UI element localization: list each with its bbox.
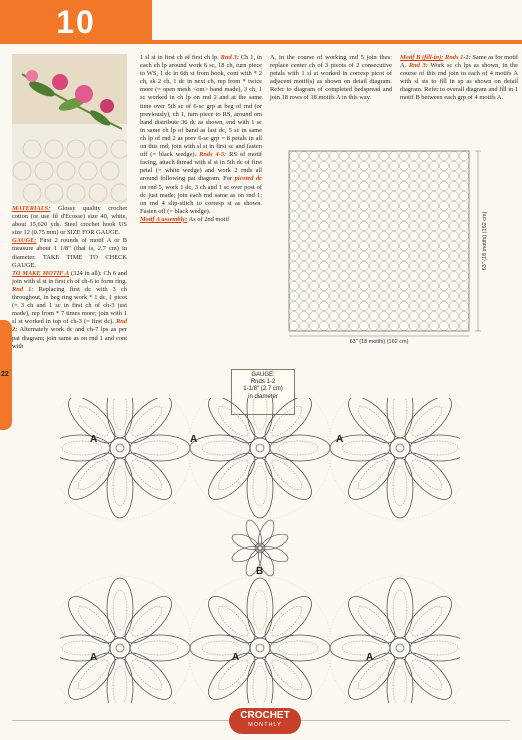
width-dimension-label: 63" (18 motifs) (162 cm) xyxy=(349,339,409,345)
petal xyxy=(410,635,460,661)
rnds12-label: Rnds 1-2: xyxy=(444,54,471,61)
motif-a xyxy=(188,398,332,520)
motif-a xyxy=(328,576,460,703)
rnd2-text: Alternately work dc and ch-7 lps as per pat diagram; join same as on rnd 1 and cont with xyxy=(12,326,127,350)
petal xyxy=(387,578,413,638)
motif-b-label: Motif B (fill-in): xyxy=(400,54,444,61)
petal xyxy=(387,658,413,703)
petal xyxy=(247,658,273,703)
assembly-label: Motif A assembly: xyxy=(140,215,188,223)
materials-label: MATERIALS: xyxy=(12,205,51,212)
petal xyxy=(330,635,390,661)
instructions-column-3 xyxy=(270,54,392,103)
rnd1-text: Replacing first dc with 3 ch throughout, in beg ring work * 1 dc, 1 picot (= 3 ch and 1 sc in first ch of ch-3 just made), rep from * 7 times more; join with 1 sl st worked in top of ch-3 (= first dc). xyxy=(12,285,127,326)
motif-b xyxy=(230,518,290,578)
petal xyxy=(190,635,250,661)
motif-center-ring xyxy=(110,438,130,458)
motif-b-loop xyxy=(243,518,265,548)
stitch-chart xyxy=(60,398,460,708)
column2-text-c: RS of motif facing, attach thread with sl st in 5th dc of first petal (= white wedge) and work 2 rnds all around following pat diagram. For xyxy=(140,151,262,183)
column2-paragraph xyxy=(140,54,262,216)
magazine-logo xyxy=(229,708,301,734)
motif-center-ring xyxy=(390,638,410,658)
petal xyxy=(107,458,133,518)
rnd2-label: Rnd 2: xyxy=(12,318,127,334)
petal-inner xyxy=(113,666,127,703)
motif-b-paragraph xyxy=(400,54,518,103)
petal-inner xyxy=(418,441,458,455)
motif-b-center xyxy=(255,543,265,553)
motif-a-text: (324 in all): Ch 6 and join with sl st in first ch of ch-6 to form ring. xyxy=(12,269,127,285)
rnd1-label: Rnd 1: xyxy=(12,285,34,293)
picot-ring xyxy=(60,398,192,520)
motif-a-label: A xyxy=(190,434,198,445)
motif-a xyxy=(60,576,192,703)
motif-b-loop xyxy=(260,531,290,553)
column2-text-a: 1 sl st in first ch of first ch lp. xyxy=(140,54,219,61)
materials-text: Glossy quality crochet cotton (or use fil d'Ecosse) size 40, white, about 15,620 yds. Steel crochet hook US size 12 (0.75 mm) or SIZE FOR GAUGE. xyxy=(12,205,127,237)
petal xyxy=(107,658,133,703)
petal-inner xyxy=(408,656,446,694)
petal-inner xyxy=(253,466,267,506)
petal-inner xyxy=(408,602,446,640)
petal-inner xyxy=(268,402,306,440)
instructions-column-2 xyxy=(140,54,262,224)
petal xyxy=(270,635,330,661)
assembly-paragraph xyxy=(140,216,262,224)
petal xyxy=(410,435,460,461)
motif-a-paragraph xyxy=(12,270,127,351)
petal-inner xyxy=(74,456,112,494)
picot-ring xyxy=(188,398,332,520)
petal-inner xyxy=(113,466,127,506)
petal xyxy=(130,635,190,661)
motif-a-label: A xyxy=(90,652,98,663)
gauge-line-4: in diameter xyxy=(248,393,278,400)
petal-inner xyxy=(113,398,127,430)
petal-inner xyxy=(393,466,407,506)
motif-b-loop xyxy=(255,518,277,548)
rnd3-b-label: Rnd 3: xyxy=(408,62,428,70)
column2-text-b: Ch 1, in each ch lp around work 6 sc, 18 ch, turn piece to WS, 1 dc in 6th st from hook, cont with * 2 ch, sk 2 ch, 1 dc in next ch, rep from * twice more (= open mesh <om> band made), 3 ch, 1 sc worked in ch lp on rnd 2 and at the same time over 5th sc of 6-sc grp at beg of rnd (or previously), ch 1, turn piece to RS, around om band distribute 36 dc as shown, end with 1 sc in same ch lp of band as last dc, 5 sc in same ch lp of rnd 2 as prev 6-sc grp = 8 petals in all on this rnd; join with sl st in first sc and fasten off (= black wedge). xyxy=(140,54,262,159)
rnds45-label: Rnds 4-5: xyxy=(199,151,227,159)
petal xyxy=(247,578,273,638)
motif-center xyxy=(256,444,264,452)
petal xyxy=(107,578,133,638)
petal xyxy=(60,435,110,461)
column2-text-e: As of 2nd motif xyxy=(187,215,230,223)
petal-inner xyxy=(393,666,407,703)
motif-a xyxy=(328,398,460,520)
petal-inner xyxy=(408,402,446,440)
motif-b-loop xyxy=(230,543,260,565)
gauge-line-2: Rnds 1-2 xyxy=(250,379,276,386)
logo-line-1: CROCHET xyxy=(240,710,290,721)
petal xyxy=(247,458,273,518)
motif-a xyxy=(60,398,192,520)
petal xyxy=(190,435,250,461)
petal-inner xyxy=(393,590,407,630)
petal-inner xyxy=(268,602,306,640)
motif-a-label: A xyxy=(336,434,344,445)
petal-inner xyxy=(278,641,318,655)
petal xyxy=(398,646,459,703)
motif-center-ring xyxy=(110,638,130,658)
motif-a-label: A xyxy=(232,652,240,663)
height-dimension-label: 63" (18 motifs) (162 cm) xyxy=(482,211,488,271)
petal-inner xyxy=(342,441,382,455)
petal-inner xyxy=(342,641,382,655)
gauge-line-3: 1-1/8" (2.7 cm) xyxy=(243,386,283,393)
picot-ring xyxy=(188,576,332,703)
materials-paragraph xyxy=(12,205,127,237)
stitch-chart-svg xyxy=(60,398,460,703)
column4-text-a: Same as for motif A. xyxy=(400,54,518,70)
motif-center xyxy=(396,444,404,452)
petal-inner xyxy=(393,398,407,430)
petal-inner xyxy=(202,441,242,455)
picoted-dc-label: picoted dc xyxy=(234,175,262,183)
header-rule xyxy=(152,40,522,44)
petal-inner xyxy=(138,641,178,655)
instructions-column-1 xyxy=(12,205,127,351)
petal-inner xyxy=(74,602,112,640)
petal-inner xyxy=(278,441,318,455)
column2-text-d: on rnd 5, work 1 dc, 3 ch and 1 sc over post of dc just made; join each rnd same as on rnd 1: on rnd 4 slip-stitch to corresp st as shown. Fasten off (= black wedge). xyxy=(140,183,262,215)
petal xyxy=(270,435,330,461)
rnd3-label: Rnd 3: xyxy=(220,54,239,61)
petal-inner xyxy=(354,402,392,440)
petal xyxy=(258,646,319,703)
gauge-line-1: GAUGE: xyxy=(251,372,275,378)
petal-inner xyxy=(354,456,392,494)
petal-inner xyxy=(408,456,446,494)
column3-text: A, in the course of working rnd 5 join thus: replace center ch of 3 picots of 2 consecutive petals with 1 sl st worked in corresp picot of adjacent motif(s) as shown on detail diagram. Refer to diagram of completed bedspread and join 18 rows of 18 motifs A in this way. xyxy=(270,54,392,102)
petal-inner xyxy=(128,656,166,694)
motif-center xyxy=(116,644,124,652)
motif-a xyxy=(188,576,332,703)
petal-inner xyxy=(128,456,166,494)
petal xyxy=(247,398,273,438)
motif-center xyxy=(396,644,404,652)
petal-inner xyxy=(268,456,306,494)
petal-inner xyxy=(253,398,267,430)
gauge-label: GAUGE: xyxy=(12,237,37,245)
page-number-banner xyxy=(0,0,152,44)
motif-b-label: B xyxy=(256,566,264,577)
overall-diagram xyxy=(288,150,503,350)
motif-center-ring xyxy=(250,438,270,458)
petal-inner xyxy=(253,590,267,630)
petal xyxy=(130,435,190,461)
petal-inner xyxy=(113,590,127,630)
motif-center xyxy=(256,644,264,652)
gauge-paragraph xyxy=(12,237,127,269)
page-number: 10 xyxy=(56,3,96,40)
motif-a-label: A xyxy=(90,434,98,445)
motif-center xyxy=(116,444,124,452)
petal-inner xyxy=(138,441,178,455)
motif-center-ring xyxy=(390,438,410,458)
motif-center-ring xyxy=(250,638,270,658)
petal-inner xyxy=(128,602,166,640)
column4-text-b: Work sc ch lps as shown, in the course of this rnd join to each of 4 motifs A with sl sts to fill in sp as shown on detail diagram. Refer to overall diagram and fill in 1 motif B between each grp of 4 motifs A. xyxy=(400,62,519,102)
petal-inner xyxy=(214,602,252,640)
petal xyxy=(107,398,133,438)
motif-b-loop xyxy=(260,543,290,565)
petal-inner xyxy=(214,402,252,440)
petal xyxy=(118,646,179,703)
instructions-column-4 xyxy=(400,54,518,103)
petal xyxy=(387,458,413,518)
petal-inner xyxy=(354,602,392,640)
gauge-text: First 2 rounds of motif A or B measure about 1 1/8" (that is, 2.7 cm) in diameter. TAKE TIME TO CHECK GAUGE. xyxy=(12,237,127,269)
petal-inner xyxy=(214,456,252,494)
motif-b-loop xyxy=(230,531,260,553)
product-photo xyxy=(12,54,127,204)
side-page-number: 22 xyxy=(1,371,9,378)
petal-inner xyxy=(418,641,458,655)
picot-ring xyxy=(328,398,460,520)
petal xyxy=(60,635,110,661)
logo-line-2: MONTHLY xyxy=(248,722,282,728)
petal-inner xyxy=(253,666,267,703)
petal-inner xyxy=(268,656,306,694)
motif-a-label: TO MAKE MOTIF A xyxy=(12,269,70,277)
petal-inner xyxy=(128,402,166,440)
petal xyxy=(387,398,413,438)
motif-a-label: A xyxy=(366,652,374,663)
overall-grid xyxy=(288,150,503,345)
photo-illustration xyxy=(12,54,127,204)
